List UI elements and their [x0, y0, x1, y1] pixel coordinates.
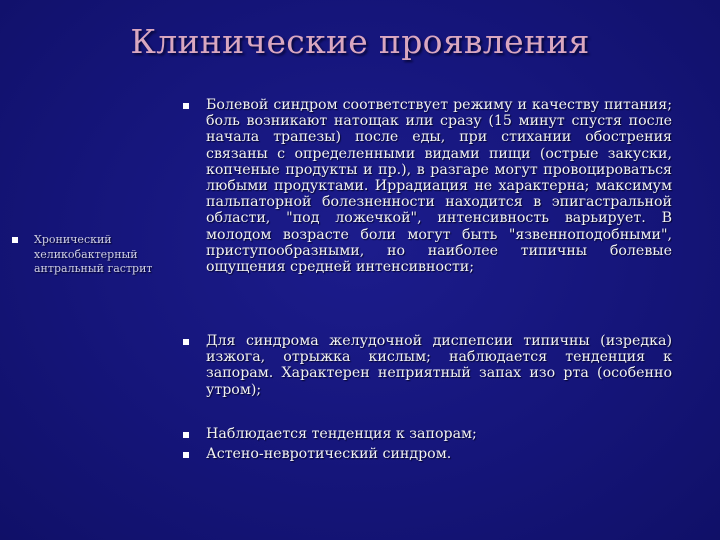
bullet-marker	[183, 432, 189, 438]
bullet-marker	[183, 103, 189, 109]
bullet-marker	[183, 339, 189, 345]
bullet-text-dyspepsia: Для синдрома желудочной диспепсии типичны (изредка) изжога, отрыжка кислым; наблюдается тенденция к запорам. Характерен неприятный запах изо рта (особенно утром);	[206, 333, 672, 398]
bullet-text-asthenic: Астено-невротический синдром.	[206, 446, 452, 462]
bullet-text-pain: Болевой синдром соответствует режиму и качеству питания; боль возникают натощак или сразу (15 минут спустя после начала трапезы) после еды, при стихании обострения связаны с определенными видами пищи (острые закуски, копченые продукты и пр.), в разгаре могут провоцироваться любыми продуктами. Иррадиация не характерна; максимум пальпаторной болезненности находится в эпигастральной области, "под ложечкой", интенсивность варьирует. В молодом возрасте боли могут быть "язвенноподобными", приступообразными, но наиболее типичны болевые ощущения средней интенсивности;	[206, 97, 672, 276]
bullet-marker	[12, 237, 18, 243]
bullet-marker	[183, 452, 189, 458]
slide-title: Клинические проявления	[130, 22, 590, 61]
bullet-text-constipation: Наблюдается тенденция к запорам;	[206, 426, 477, 442]
sidebar-text: Хронический хеликобактерный антральный гастрит	[34, 233, 153, 275]
